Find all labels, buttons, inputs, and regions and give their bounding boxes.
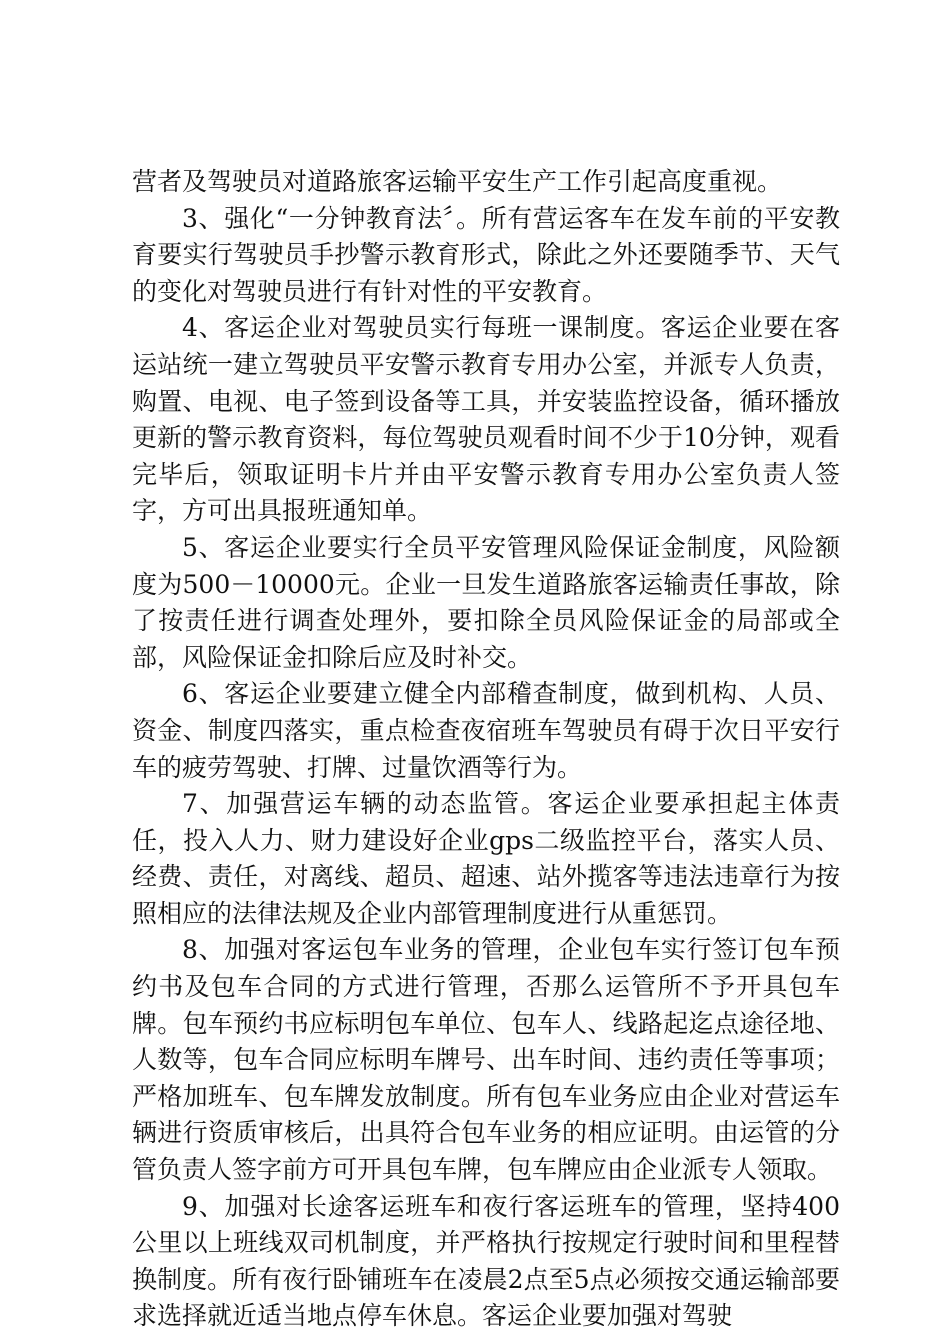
paragraph-item-9: 9、加强对长途客运班车和夜行客运班车的管理，坚持400公里以上班线双司机制度，并严格执行按规定行驶时间和里程替换制度。所有夜行卧铺班车在凌晨2点至5点必须按交通运输部要求选择就近适当地点停车休息。客运企业要加强对驾驶 xyxy=(132,1191,840,1331)
paragraph-item-4: 4、客运企业对驾驶员实行每班一课制度。客运企业要在客运站统一建立驾驶员平安警示教育专用办公室，并派专人负责，购置、电视、电子签到设备等工具，并安装监控设备，循环播放更新的警示教育资料，每位驾驶员观看时间不少于10分钟，观看完毕后，领取证明卡片并由平安警示教育专用办公室负责人签字，方可出具报班通知单。 xyxy=(132,313,840,526)
paragraph-item-6: 6、客运企业要建立健全内部稽查制度，做到机构、人员、资金、制度四落实，重点检查夜宿班车驾驶员有碍于次日平安行车的疲劳驾驶、打牌、过量饮酒等行为。 xyxy=(132,679,840,782)
paragraph-item-7: 7、加强营运车辆的动态监管。客运企业要承担起主体责任，投入人力、财力建设好企业gps二级监控平台，落实人员、经费、责任，对离线、超员、超速、站外揽客等违法违章行为按照相应的法律法规及企业内部管理制度进行从重惩罚。 xyxy=(132,789,840,928)
paragraph-item-8: 8、加强对客运包车业务的管理，企业包车实行签订包车预约书及包车合同的方式进行管理，否那么运管所不予开具包车牌。包车预约书应标明包车单位、包车人、线路起迄点途径地、人数等，包车合同应标明车牌号、出车时间、违约责任等事项；严格加班车、包车牌发放制度。所有包车业务应由企业对营运车辆进行资质审核后，出具符合包车业务的相应证明。由运管的分管负责人签字前方可开具包车牌，包车牌应由企业派专人领取。 xyxy=(132,935,840,1185)
paragraph-item-5: 5、客运企业要实行全员平安管理风险保证金制度，风险额度为500－10000元。企业一旦发生道路旅客运输责任事故，除了按责任进行调查处理外，要扣除全员风险保证金的局部或全部，风险保证金扣除后应及时补交。 xyxy=(132,532,840,672)
paragraph-item-3: 3、强化“一分钟教育法〞。所有营运客车在发车前的平安教育要实行驾驶员手抄警示教育形式，除此之外还要随季节、天气的变化对驾驶员进行有针对性的平安教育。 xyxy=(132,203,840,306)
document-body xyxy=(132,164,840,1335)
paragraph-continuation: 营者及驾驶员对道路旅客运输平安生产工作引起高度重视。 xyxy=(132,167,783,196)
